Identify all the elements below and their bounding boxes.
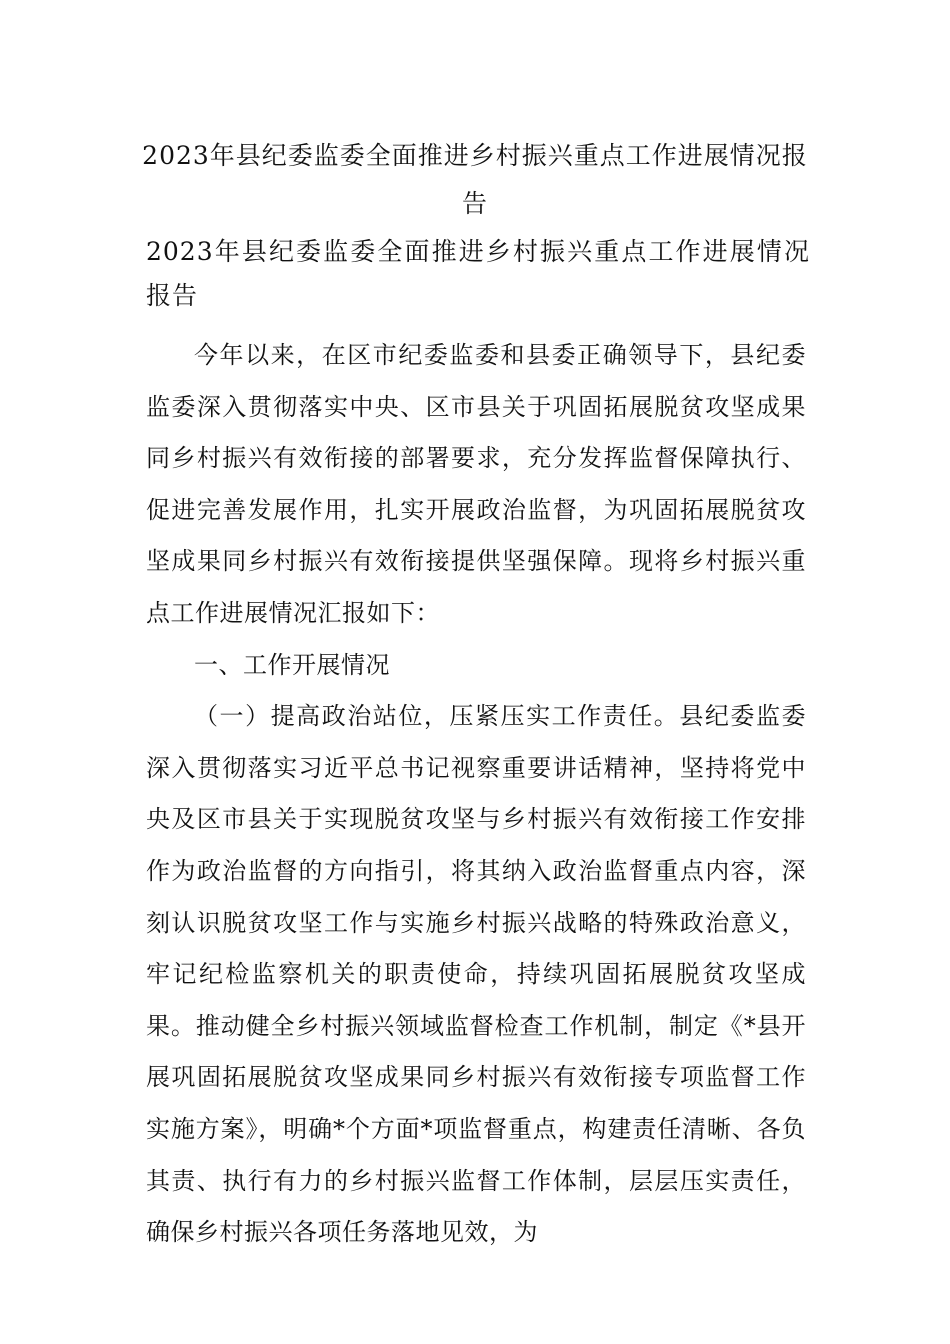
section-heading: 一、工作开展情况 [194, 650, 390, 679]
paragraph-intro: 今年以来，在区市纪委监委和县委正确领导下，县纪委监委深入贯彻落实中央、区市县关于巩固拓展脱贫攻坚成果同乡村振兴有效衔接的部署要求，充分发挥监督保障执行、促进完善发展作用，扎实开展政治监督，为巩固拓展脱贫攻坚成果同乡村振兴有效衔接提供坚强保障。现将乡村振兴重点工作进展情况汇报如下： [146, 341, 806, 627]
document-title: 2023年县纪委监委全面推进乡村振兴重点工作进展情况报告 [142, 141, 808, 218]
document-title-repeated: 2023年县纪委监委全面推进乡村振兴重点工作进展情况报告 [146, 237, 810, 310]
document-body [146, 330, 806, 1259]
paragraph-section-1: （一）提高政治站位，压紧压实工作责任。县纪委监委深入贯彻落实习近平总书记视察重要讲话精神，坚持将党中央及区市县关于实现脱贫攻坚与乡村振兴有效衔接工作安排作为政治监督的方向指引，将其纳入政治监督重点内容，深刻认识脱贫攻坚工作与实施乡村振兴战略的特殊政治意义，牢记纪检监察机关的职责使命，持续巩固拓展脱贫攻坚成果。推动健全乡村振兴领域监督检查工作机制，制定《*县开展巩固拓展脱贫攻坚成果同乡村振兴有效衔接专项监督工作实施方案》，明确*个方面*项监督重点，构建责任清晰、各负其责、执行有力的乡村振兴监督工作体制，层层压实责任，确保乡村振兴各项任务落地见效，为 [146, 702, 806, 1247]
